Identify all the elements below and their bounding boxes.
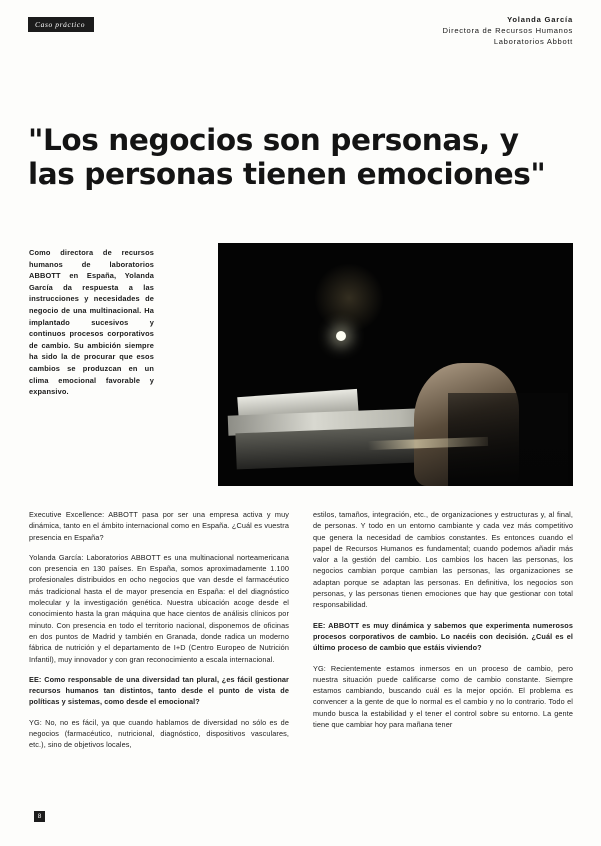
byline-company: Laboratorios Abbott bbox=[493, 37, 573, 46]
photo-lamp-highlight bbox=[336, 331, 346, 341]
article-paragraph: YG: No, no es fácil, ya que cuando hablamos de diversidad no sólo es de negocios (farmacéutico, nutricional, diagnóstico, dispositivos vasculares, etc.), sino de objetivos locales, bbox=[29, 717, 289, 750]
page-header bbox=[28, 14, 573, 48]
article-body bbox=[29, 509, 574, 760]
article-question: EE: ABBOTT es muy dinámica y sabemos que experimenta numerosos procesos corporativos de cambio. Lo nacéis con decisión. ¿Cuál es el último proceso de cambio que estáis viviendo? bbox=[313, 620, 573, 653]
photo-background-glow bbox=[314, 263, 384, 333]
page-title bbox=[28, 123, 581, 191]
article-column-right bbox=[313, 509, 573, 760]
page-title-line-2: las personas tienen emociones" bbox=[28, 156, 546, 191]
byline-role: Directora de Recursos Humanos bbox=[442, 26, 573, 35]
article-paragraph: YG: Recientemente estamos inmersos en un proceso de cambio, pero nuestra situación puede calificarse como de cambio constante. Siempre estamos cambiando, buscando cuál es la mejor opción. El problema es convencer a la gente de que lo normal es el cambio y no lo contrario. Todo el mundo busca la estabilidad y el tener el control sobre su entorno. La gente tiene que cambiar hoy para mañana tener bbox=[313, 663, 573, 730]
article-paragraph: Yolanda García: Laboratorios ABBOTT es una multinacional norteamericana con presencia en 130 países. En España, somos aproximadamente 1.100 profesionales distribuidos en ocho negocios que van desde el farmacéutico más tradicional hasta el de mayor presencia en España: el del diagnóstico molecular y la investigación genética. Nuestra ubicación acoge desde el conocimiento hasta la gran máquina que hace cientos de análisis clínicos por minuto. Con presencia en todo el territorio nacional, disponemos de oficinas en dos puntos de Madrid y también en Granada, donde radica un moderno fábrica de nutrición y el departamento de I+D (Centro Europeo de Nutrición Infantil), muy innovador y con gran reconocimiento a escala internacional. bbox=[29, 552, 289, 664]
section-kicker: Caso práctico bbox=[28, 17, 94, 32]
page-number: 8 bbox=[34, 811, 45, 822]
page-title-line-1: "Los negocios son personas, y bbox=[28, 122, 519, 157]
byline-name: Yolanda García bbox=[507, 15, 573, 24]
intro-paragraph: Como directora de recursos humanos de laboratorios ABBOTT en España, Yolanda García da respuesta a las instrucciones y necesidades de negocio de una multinacional. Ha implantado sucesivos y continuos procesos corporativos de cambio. Su ambición siempre ha sido la de procurar que esos cambios se produzcan en un clima emocional favorable y expansivo. bbox=[29, 248, 154, 397]
byline bbox=[443, 14, 573, 47]
article-paragraph: estilos, tamaños, integración, etc., de organizaciones y estructuras y, al final, de personas. Y todo en un entorno cambiante y cada vez más competitivo que genera la necesidad de cambios constantes. Es entonces cuando el papel de Recursos Humanos es fundamental; cuando podemos añadir más valor a la gestión del cambio. Los cambios los hacen las personas, los negocios cambian porque cambian las personas, las organizaciones se adaptan porque se adaptan las personas. En definitiva, los negocios son personas, y las personas tienen emociones que hay que gestionar con total responsabilidad. bbox=[313, 510, 573, 610]
article-paragraph: Executive Excellence: ABBOTT pasa por ser una empresa activa y muy dinámica, tanto en el ámbito internacional como en España. ¿Cuál es vuestra presencia en España? bbox=[29, 510, 289, 542]
article-column-left bbox=[29, 509, 289, 760]
article-question: EE: Como responsable de una diversidad tan plural, ¿es fácil gestionar recursos humanos tan distintos, tanto desde el punto de vista de políticas y sistemas, como desde el emocional? bbox=[29, 674, 289, 707]
article-photo bbox=[218, 243, 573, 486]
